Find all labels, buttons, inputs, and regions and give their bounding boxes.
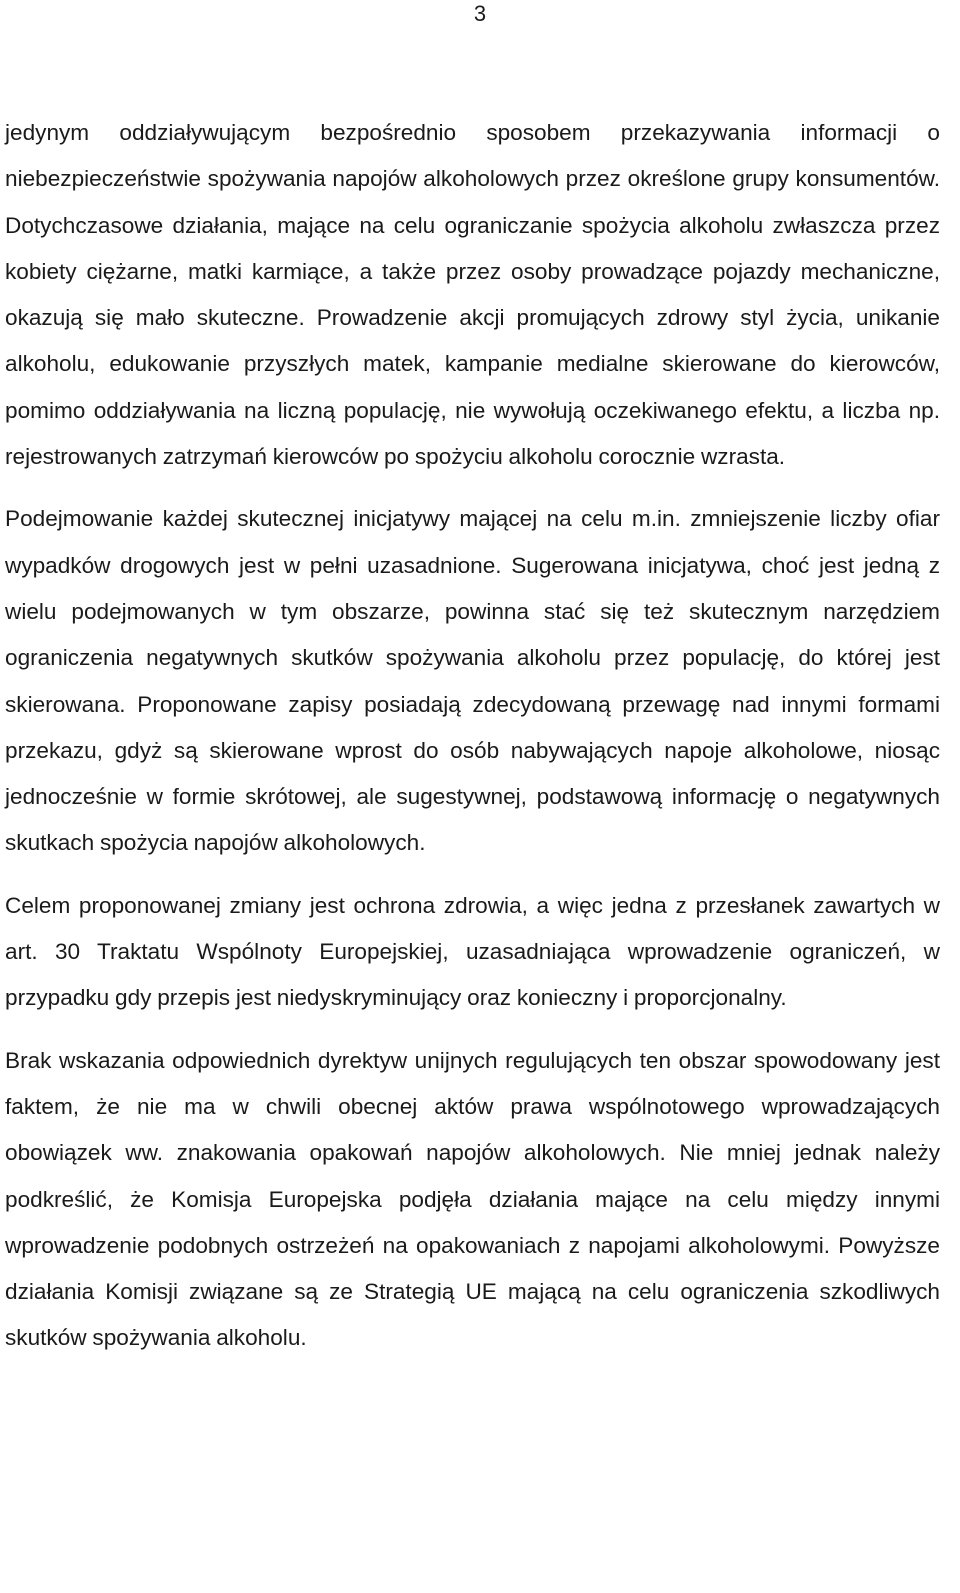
paragraph-4: Brak wskazania odpowiednich dyrektyw unijnych regulujących ten obszar spowodowany jest faktem, że nie ma w chwili obecnej aktów prawa wspólnotowego wprowadzających obowiązek ww. znakowania opakowań napojów alkoholowych. Nie mniej jednak należy podkreślić, że Komisja Europejska podjęła działania mające na celu między innymi wprowadzenie podobnych ostrzeżeń na opakowaniach z napojami alkoholowymi. Powyższe działania Komisji związane są ze Strategią UE mającą na celu ograniczenia szkodliwych skutków spożywania alkoholu. (5, 1047, 940, 1351)
paragraph-3: Celem proponowanej zmiany jest ochrona zdrowia, a więc jedna z przesłanek zawartych w art. 30 Traktatu Wspólnoty Europejskiej, uzasadniająca wprowadzenie ograniczeń, w przypadku gdy przepis jest niedyskryminujący oraz konieczny i proporcjonalny. (5, 892, 940, 1011)
document-body (5, 110, 940, 1362)
page-number: 3 (473, 1, 487, 26)
paragraph-1: jedynym oddziaływującym bezpośrednio sposobem przekazywania informacji o niebezpieczeństwie spożywania napojów alkoholowych przez określone grupy konsumentów. Dotychczasowe działania, mające na celu ograniczanie spożycia alkoholu zwłaszcza przez kobiety ciężarne, matki karmiące, a także przez osoby prowadzące pojazdy mechaniczne, okazują się mało skuteczne. Prowadzenie akcji promujących zdrowy styl życia, unikanie alkoholu, edukowanie przyszłych matek, kampanie medialne skierowane do kierowców, pomimo oddziaływania na liczną populację, nie wywołują oczekiwanego efektu, a liczba np. rejestrowanych zatrzymań kierowców po spożyciu alkoholu corocznie wzrasta. (5, 120, 940, 470)
paragraph-2: Podejmowanie każdej skutecznej inicjatywy mającej na celu m.in. zmniejszenie liczby ofiar wypadków drogowych jest w pełni uzasadnione. Sugerowana inicjatywa, choć jest jedną z wielu podejmowanych w tym obszarze, powinna stać się też skutecznym narzędziem ograniczenia negatywnych skutków spożywania alkoholu przez populację, do której jest skierowana. Proponowane zapisy posiadają zdecydowaną przewagę nad innymi formami przekazu, gdyż są skierowane wprost do osób nabywających napoje alkoholowe, niosąc jednocześnie w formie skrótowej, ale sugestywnej, podstawową informację o negatywnych skutkach spożycia napojów alkoholowych. (5, 506, 940, 856)
